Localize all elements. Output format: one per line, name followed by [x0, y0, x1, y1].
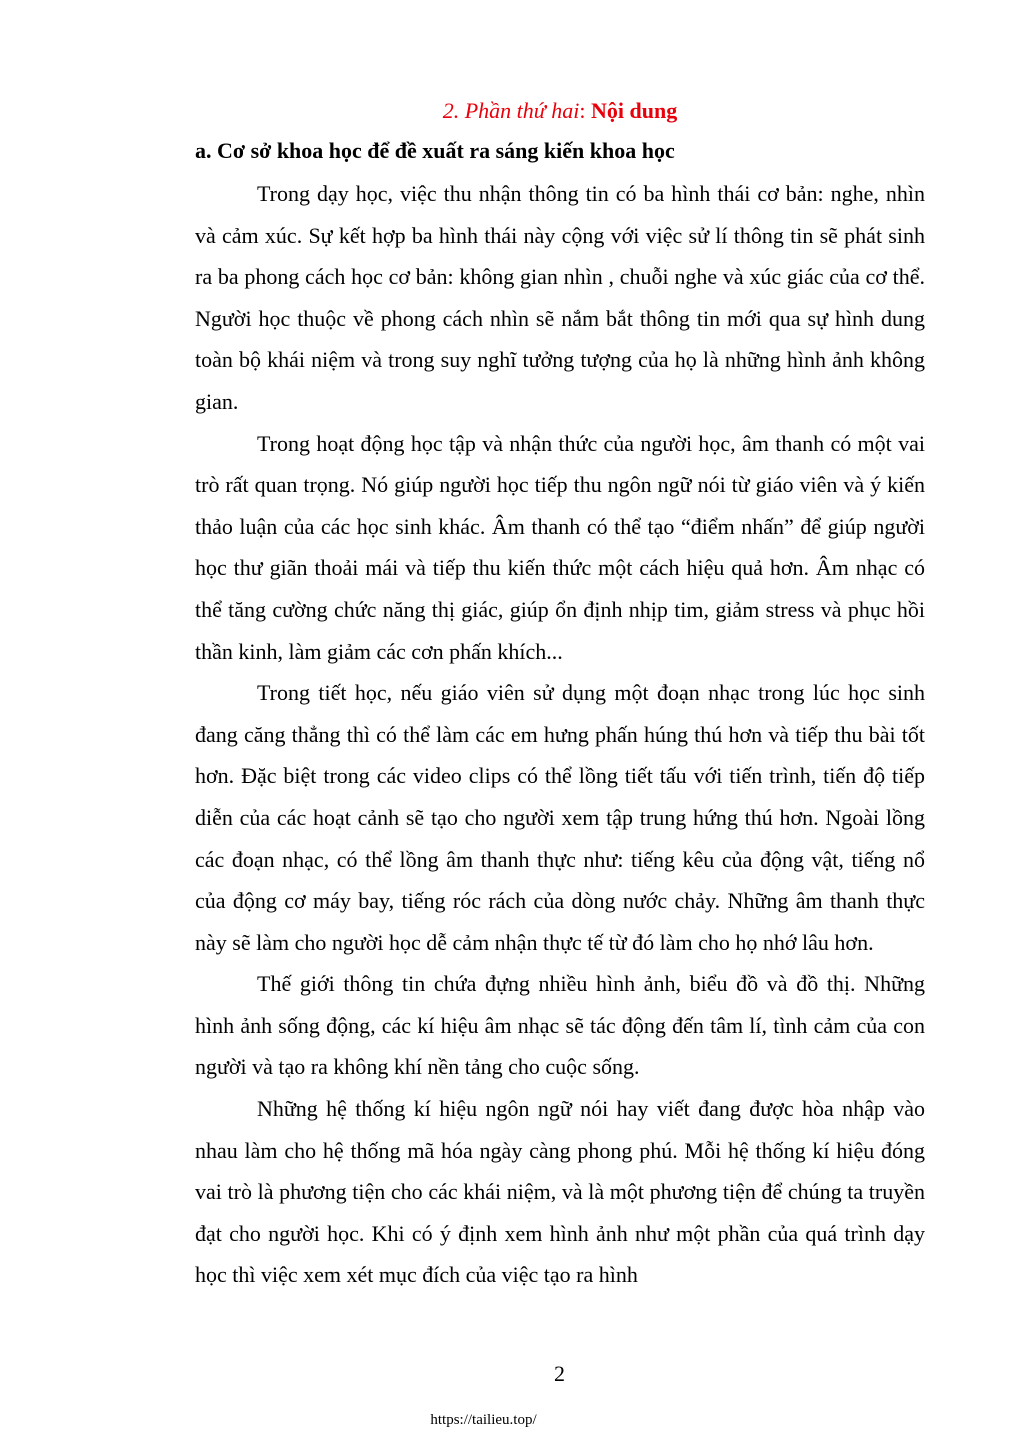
paragraph-5: Những hệ thống kí hiệu ngôn ngữ nói hay viết đang được hòa nhập vào nhau làm cho hệ thống mã hóa ngày càng phong phú. Mỗi hệ thống kí hiệu đóng vai trò là phương tiện cho các khái niệm, và là một phương tiện để chúng ta truyền đạt cho người học. Khi có ý định xem hình ảnh như một phần của quá trình dạy học thì việc xem xét mục đích của việc tạo ra hình	[195, 1096, 925, 1288]
page-content	[195, 91, 925, 1296]
footer	[0, 1410, 1023, 1430]
section-separator: :	[579, 98, 592, 123]
paragraph-3: Trong tiết học, nếu giáo viên sử dụng một đoạn nhạc trong lúc học sinh đang căng thẳng thì có thể làm các em hưng phấn húng thú hơn và tiếp thu bài tốt hơn. Đặc biệt trong các video clips có thể lồng tiết tấu với tiến trình, tiến độ tiếp diễn của các hoạt cảnh sẽ tạo cho người xem tập trung hứng thú hơn. Ngoài lồng các đoạn nhạc, có thể lồng âm thanh thực như: tiếng kêu của động vật, tiếng nổ của động cơ máy bay, tiếng róc rách của dòng nước chảy. Những âm thanh thực này sẽ làm cho người học dễ cảm nhận thực tế từ đó làm cho họ nhớ lâu hơn.	[195, 680, 925, 955]
footer-url-link[interactable]: https://tailieu.top/	[430, 1412, 537, 1428]
section-number: 2. Phần thứ hai	[442, 98, 580, 123]
paragraph-2: Trong hoạt động học tập và nhận thức của người học, âm thanh có một vai trò rất quan trọng. Nó giúp người học tiếp thu ngôn ngữ nói từ giáo viên và ý kiến thảo luận của các học sinh khác. Âm thanh có thể tạo “điểm nhấn” để giúp người học thư giãn thoải mái và tiếp thu kiến thức một cách hiệu quả hơn. Âm nhạc có thể tăng cường chức năng thị giác, giúp ổn định nhịp tim, giảm stress và phục hồi thần kinh, làm giảm các cơn phấn khích...	[195, 430, 925, 664]
subsection-heading: a. Cơ sở khoa học để đề xuất ra sáng kiến khoa học	[195, 138, 675, 163]
paragraph-1: Trong dạy học, việc thu nhận thông tin có ba hình thái cơ bản: nghe, nhìn và cảm xúc. Sự kết hợp ba hình thái này cộng với việc sử lí thông tin sẽ phát sinh ra ba phong cách học cơ bản: không gian nhìn , chuỗi nghe và xúc giác của cơ thể. Người học thuộc về phong cách nhìn sẽ nắm bắt thông tin mới qua sự hình dung toàn bộ khái niệm và trong suy nghĩ tưởng tượng của họ là những hình ảnh không gian.	[195, 181, 925, 414]
paragraph-4: Thế giới thông tin chứa đựng nhiều hình ảnh, biểu đồ và đồ thị. Những hình ảnh sống động, các kí hiệu âm nhạc sẽ tác động đến tâm lí, tình cảm của con người và tạo ra không khí nền tảng cho cuộc sống.	[195, 971, 925, 1080]
page-number: 2	[554, 1361, 565, 1386]
section-heading	[195, 91, 925, 131]
section-name: Nội dung	[591, 98, 678, 123]
